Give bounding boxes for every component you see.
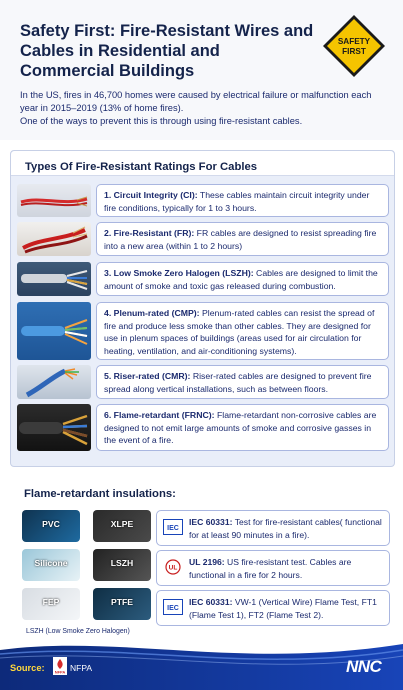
circuit-integrity-cable-image	[17, 184, 91, 217]
standard-name: IEC 60331:	[189, 597, 233, 607]
rating-card	[96, 404, 389, 451]
rating-row-cmr	[17, 365, 389, 399]
frnc-cable-image	[17, 404, 91, 451]
intro-line-1: In the US, fires in 46,700 homes were caused by electrical failure or malfunction each year in 2015–2019 (13% of home fires).	[20, 90, 372, 113]
intro-text	[20, 89, 390, 128]
standard-card-iec	[156, 510, 390, 546]
material-label: FEP	[42, 597, 60, 607]
insulations-title: Flame-retardant insulations:	[24, 488, 176, 500]
ratings-header	[11, 151, 394, 176]
standard-name: IEC 60331:	[189, 517, 233, 527]
material-label: LSZH	[110, 558, 134, 568]
material-silicone	[22, 549, 80, 581]
material-label: PVC	[42, 519, 60, 529]
source-name: NFPA	[70, 663, 93, 673]
rating-card	[96, 184, 389, 217]
standard-card-ul	[156, 550, 390, 586]
sign-line2: FIRST	[342, 47, 366, 56]
rating-card	[96, 262, 389, 296]
svg-text:IEC: IEC	[167, 525, 179, 532]
rating-name: 5. Riser-rated (CMR):	[104, 371, 191, 381]
rating-name: 4. Plenum-rated (CMP):	[104, 308, 200, 318]
rating-desc: Riser-rated cables are designed to prevent fire spread along vertical installations, such as between floors.	[104, 371, 372, 394]
rating-row-ci	[17, 184, 389, 217]
material-pvc	[22, 510, 80, 542]
rating-card	[96, 302, 389, 360]
material-label: PTFE	[111, 597, 133, 607]
material-fep	[22, 588, 80, 620]
svg-text:NFPA: NFPA	[54, 669, 66, 675]
rating-row-cmp	[17, 302, 389, 360]
ul-logo-icon	[163, 559, 183, 575]
ratings-panel	[10, 150, 395, 467]
footer	[0, 640, 403, 690]
rating-card	[96, 222, 389, 256]
iec-logo-icon	[163, 599, 183, 615]
rating-row-frnc	[17, 404, 389, 451]
rating-desc: Plenum-rated cables can resist the spread of fire and produce less smoke than other cables. They are designed for use in plenum spaces of buildings (areas used for air circulation for heating, ventilation, and air-conditioning systems).	[104, 308, 375, 356]
rating-row-lszh	[17, 262, 389, 296]
rating-name: 1. Circuit Integrity (CI):	[104, 190, 198, 200]
svg-text:IEC: IEC	[167, 605, 179, 612]
rating-desc: Flame-retardant non-corrosive cables are designed to not emit large amounts of smoke and corrosive gasses in the event of a fire.	[104, 410, 377, 445]
ratings-title: Types Of Fire-Resistant Ratings For Cables	[25, 161, 258, 173]
sign-line1: SAFETY	[337, 37, 371, 46]
material-lszh	[93, 549, 151, 581]
rating-name: 6. Flame-retardant (FRNC):	[104, 410, 215, 420]
fire-resistant-cable-image	[17, 222, 91, 256]
standard-card-iec-flame	[156, 590, 390, 626]
lszh-note: LSZH (Low Smoke Zero Halogen)	[26, 628, 130, 635]
material-label: Silicone	[34, 558, 68, 568]
riser-cable-image	[17, 365, 91, 399]
nfpa-logo-icon	[53, 657, 67, 675]
standard-desc: US fire-resistant test. Cables are functional in a fire for 2 hours.	[189, 557, 352, 580]
source-label: Source:	[10, 663, 45, 673]
intro-line-2: One of the ways to prevent this is through using fire-resistant cables.	[20, 116, 303, 126]
rating-desc: These cables maintain circuit integrity under fire conditions, typically for 1 to 3 hours.	[104, 190, 370, 213]
svg-text:UL: UL	[168, 564, 178, 572]
material-ptfe	[93, 588, 151, 620]
rating-desc: Cables are designed to limit the amount of smoke and toxic gas released during combustion.	[104, 268, 378, 291]
lszh-cable-image	[17, 262, 91, 296]
rating-row-fr	[17, 222, 389, 256]
header	[0, 0, 403, 140]
insulations-panel	[10, 480, 395, 648]
rating-desc: FR cables are designed to resist spreading fire into a new area (within 1 to 2 hours)	[104, 228, 377, 251]
plenum-cable-image	[17, 302, 91, 360]
standard-desc: Test for fire-resistant cables( functional for at least 90 minutes in a fire).	[189, 517, 382, 540]
safety-first-sign-icon	[321, 13, 387, 79]
rating-name: 2. Fire-Resistant (FR):	[104, 228, 195, 238]
rating-name: 3. Low Smoke Zero Halogen (LSZH):	[104, 268, 254, 278]
iec-logo-icon	[163, 519, 183, 535]
standard-desc: VW-1 (Vertical Wire) Flame Test, FT1 (Flame Test 1), FT2 (Flame Test 2).	[189, 597, 377, 620]
material-xlpe	[93, 510, 151, 542]
material-label: XLPE	[110, 519, 134, 529]
page-title: Safety First: Fire-Resistant Wires and Cables in Residential and Commercial Buildings	[20, 22, 314, 80]
rating-card	[96, 365, 389, 399]
standard-name: UL 2196:	[189, 557, 225, 567]
brand-logo: NNC	[346, 657, 382, 676]
